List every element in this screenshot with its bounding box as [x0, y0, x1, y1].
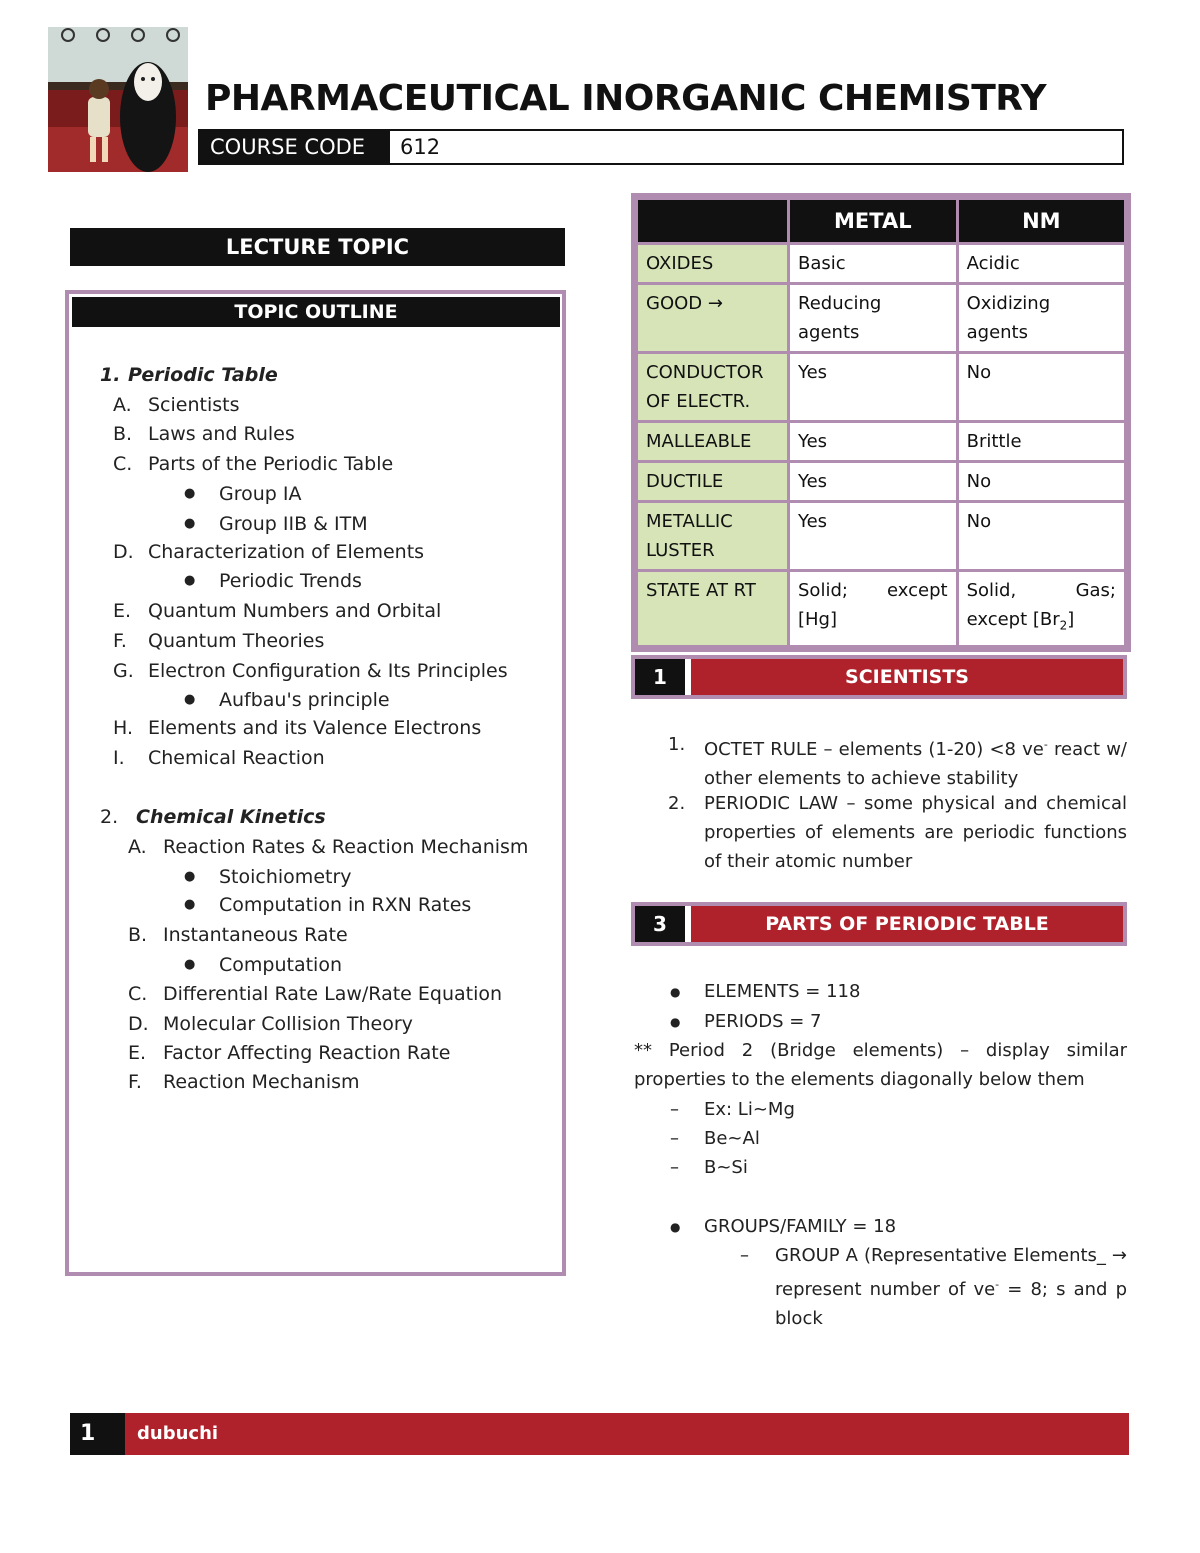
table-row — [638, 423, 1124, 460]
table-row — [638, 285, 1124, 351]
nm-cell: Brittle — [959, 423, 1124, 460]
section-title: SCIENTISTS — [691, 659, 1123, 695]
lecture-topic-bar: LECTURE TOPIC — [70, 228, 565, 266]
course-code-row — [198, 129, 1124, 165]
section-title: PARTS OF PERIODIC TABLE — [691, 906, 1123, 942]
topic-outline-box — [65, 290, 566, 1276]
metal-cell: Yes — [790, 354, 956, 420]
table-row — [638, 572, 1124, 645]
metal-cell: Yes — [790, 503, 956, 569]
column-header-nm: NM — [959, 200, 1124, 242]
topic-outline-header: TOPIC OUTLINE — [72, 297, 560, 327]
section-number: 1 — [635, 659, 685, 695]
section-number: 3 — [635, 906, 685, 942]
row-label: STATE AT RT — [638, 572, 787, 645]
nm-cell: Solid, Gas; except $[Br_2]$ — [959, 572, 1124, 645]
scientist-item: 2. PERIODIC LAW – some physical and chemical properties of elements are periodic functions of their atomic number — [668, 793, 1127, 872]
nm-cell: No — [959, 463, 1124, 500]
row-label: GOOD → — [638, 285, 787, 351]
example-item: – B~Si — [670, 1157, 748, 1178]
row-label: METALLIC LUSTER — [638, 503, 787, 569]
nm-cell: No — [959, 354, 1124, 420]
table-corner-cell — [638, 200, 787, 242]
bullet-item: ● ELEMENTS = 118 — [670, 981, 861, 1002]
table-row — [638, 245, 1124, 282]
metal-cell: Solid; except [Hg] — [790, 572, 956, 645]
row-label: DUCTILE — [638, 463, 787, 500]
table-row — [638, 503, 1124, 569]
table-header-row — [638, 200, 1124, 242]
metal-cell: Reducing agents — [790, 285, 956, 351]
metal-nonmetal-table — [631, 193, 1131, 652]
metal-cell: Basic — [790, 245, 956, 282]
group-a-item: – GROUP A (Representative Elements_ → represent number of ve- = 8; s and p block — [740, 1245, 1127, 1329]
row-label: MALLEABLE — [638, 423, 787, 460]
nm-cell: Acidic — [959, 245, 1124, 282]
scientist-item: 1. OCTET RULE – elements (1-20) <8 ve- react w/ other elements to achieve stability — [668, 734, 1127, 789]
section-header-scientists — [631, 655, 1127, 699]
example-item: – Be~Al — [670, 1128, 760, 1149]
metal-cell: Yes — [790, 463, 956, 500]
example-item: – Ex: Li~Mg — [670, 1099, 795, 1120]
metal-cell: Yes — [790, 423, 956, 460]
document-title: PHARMACEUTICAL INORGANIC CHEMISTRY — [205, 78, 1047, 119]
page-footer — [70, 1413, 1129, 1455]
bullet-item: ● PERIODS = 7 — [670, 1011, 822, 1032]
course-code-label: COURSE CODE — [200, 131, 390, 163]
footer-author: dubuchi — [137, 1423, 219, 1444]
row-label: OXIDES — [638, 245, 787, 282]
bullet-item: ● GROUPS/FAMILY = 18 — [670, 1216, 897, 1237]
nm-cell: Oxidizing agents — [959, 285, 1124, 351]
page-number: 1 — [70, 1413, 125, 1455]
course-code-value: 612 — [400, 135, 441, 159]
cover-illustration — [48, 27, 188, 172]
table-row — [638, 463, 1124, 500]
row-label: CONDUCTOR OF ELECTR. — [638, 354, 787, 420]
bridge-elements-note: ** Period 2 (Bridge elements) – display similar properties to the elements diagonally below them — [634, 1040, 1127, 1090]
table-row — [638, 354, 1124, 420]
nm-cell: No — [959, 503, 1124, 569]
section-header-parts-of-periodic-table — [631, 902, 1127, 946]
column-header-metal: METAL — [790, 200, 956, 242]
